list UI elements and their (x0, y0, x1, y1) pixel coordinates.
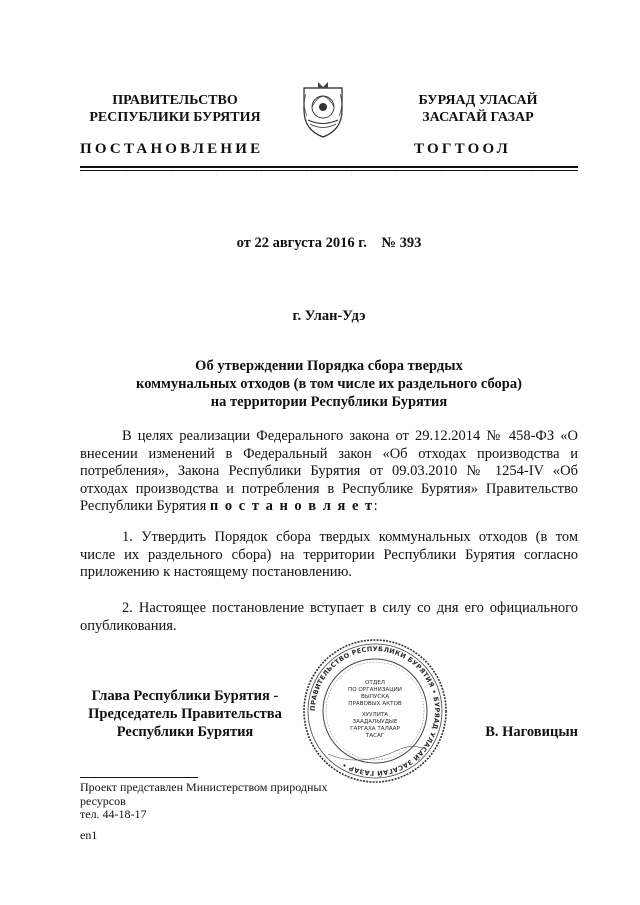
stamp-line-3: ВЫПУСКА (360, 694, 390, 700)
header-right (378, 92, 578, 126)
coat-of-arms-emblem (298, 80, 348, 140)
decree-title-line1: Об утверждении Порядка сбора твердых (195, 358, 463, 374)
preamble-text: В целях реализации Федерального закона от 29.12.2014 № 458-ФЗ «О внесении изменений в Федеральный закон «Об отходах производства и потребления», Закона Республики Бурятия от 09.03.2010 № 1254-IV «Об отходах производства и потребления в Республике Бурятия» Правительство Республики Бурятия (80, 428, 578, 514)
stamp-line-6: ЗААДАЛЫУДЫЕ (352, 719, 398, 725)
stamp-line-4: ПРАВОВЫХ АКТОВ (348, 701, 402, 707)
footer-line2: ресурсов (80, 793, 126, 808)
resolves-word: п о с т а н о в л я е т (209, 498, 374, 514)
signatory-position-line3: Республики Бурятия (116, 724, 254, 740)
stamp-line-2: ПО ОРГАНИЗАЦИИ (348, 687, 402, 693)
header-right-line2: ЗАСАГАЙ ГАЗАР (422, 110, 534, 125)
header-dotted-line: · · · · · · · · · · · · (80, 172, 578, 178)
header-left (80, 92, 270, 126)
decree-title-line3: на территории Республики Бурятия (210, 394, 448, 410)
footer-line3: тел. 44-18-17 (80, 807, 147, 821)
item-1-paragraph: 1. Утвердить Порядок сбора твердых коммунальных отходов (в том числе их раздельного сбора) на территории Республики Бурятия согласно приложению к настоящему постановлению. (80, 529, 578, 580)
footer-code: en1 (80, 828, 98, 842)
signatory-name: В. Наговицын (485, 724, 578, 740)
footer-line1: Проект представлен Министерством природных (80, 780, 328, 794)
stamp-line-5: ХУУЛИТА (361, 712, 389, 718)
header-divider-thin (80, 170, 578, 171)
stamp-line-1: ОТДЕЛ (365, 680, 385, 686)
signatory-position-line1: Глава Республики Бурятия - (91, 688, 279, 704)
decree-city: г. Улан-Удэ (292, 308, 366, 324)
doc-type-right: ТОГТООЛ (414, 141, 511, 157)
header-left-line1: ПРАВИТЕЛЬСТВО (112, 93, 238, 108)
footer-note (80, 781, 380, 822)
stamp-ring-text: ПРАВИТЕЛЬСТВО РЕСПУБЛИКИ БУРЯТИЯ • БУРЯАД УЛАСАЙ ЗАСАГАЙ ГАЗАР • (308, 644, 442, 778)
signatory-position (80, 687, 290, 741)
decree-title (80, 357, 578, 411)
stamp-inner (348, 680, 402, 739)
stamp-line-8: ТАСАГ (365, 733, 385, 739)
decree-date-number: от 22 августа 2016 г. № 393 (236, 235, 422, 251)
header-left-line2: РЕСПУБЛИКИ БУРЯТИЯ (89, 110, 261, 125)
signatory-position-line2: Председатель Правительства (88, 706, 282, 722)
preamble-paragraph (80, 428, 578, 516)
item-2-paragraph: 2. Настоящее постановление вступает в силу со дня его официального опубликования. (80, 600, 578, 634)
header-right-line1: БУРЯАД УЛАСАЙ (418, 93, 538, 108)
stamp-line-7: ГАРГАХА ТАЛААР (350, 726, 400, 732)
resolves-colon: : (373, 498, 378, 514)
doc-type-left: ПОСТАНОВЛЕНИЕ (80, 141, 264, 157)
decree-title-line2: коммунальных отходов (в том числе их раздельного сбора) (136, 376, 522, 392)
official-stamp (300, 636, 450, 786)
header-divider-thick (80, 166, 578, 168)
footer-divider (80, 777, 198, 778)
